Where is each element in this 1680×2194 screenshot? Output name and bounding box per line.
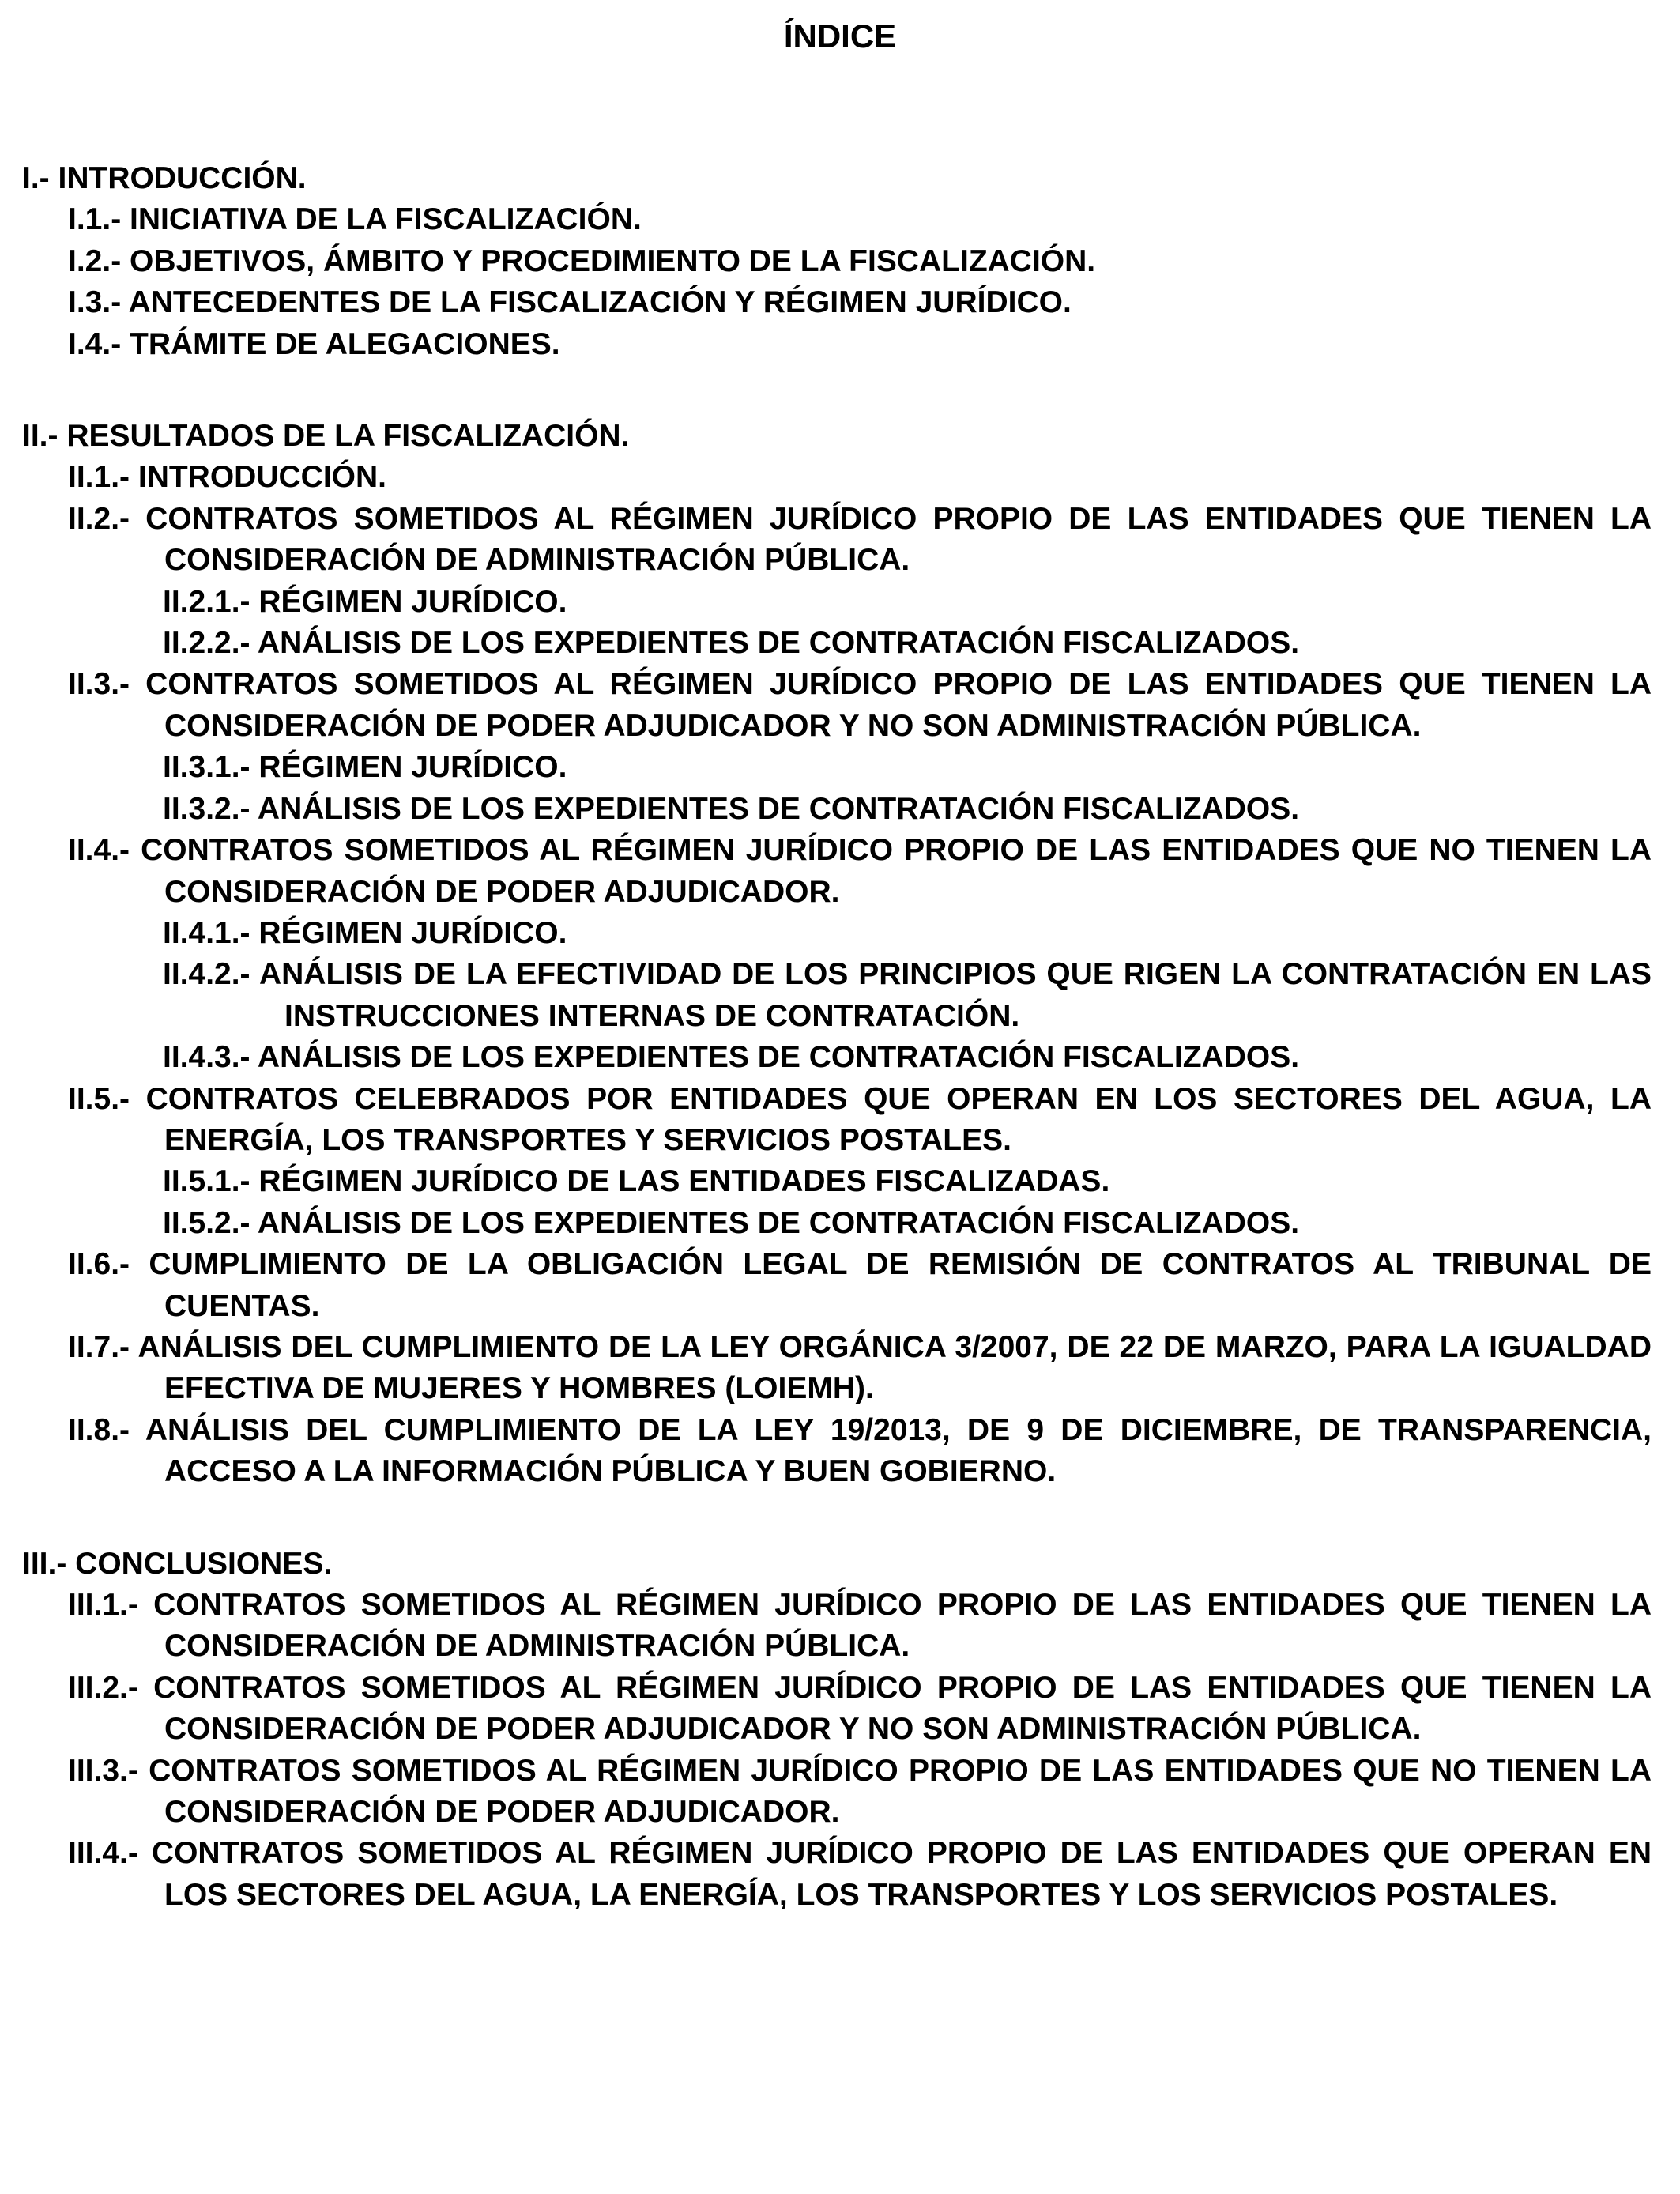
toc-item-ii-2-1: II.2.1.- RÉGIMEN JURÍDICO. xyxy=(163,584,567,619)
toc-heading-conclusiones: III.- CONCLUSIONES. xyxy=(22,1546,333,1581)
toc-item-iii-4: III.4.- CONTRATOS SOMETIDOS AL RÉGIMEN JURÍDICO PROPIO DE LAS ENTIDADES QUE OPERAN EN LOS SECTORES DEL AGUA, LA ENERGÍA, LOS TRANSPORTES Y LOS SERVICIOS POSTALES. xyxy=(68,1836,1652,1912)
page-title: ÍNDICE xyxy=(783,17,897,55)
toc-item-ii-4-1: II.4.1.- RÉGIMEN JURÍDICO. xyxy=(163,915,567,950)
toc-item-ii-8: II.8.- ANÁLISIS DEL CUMPLIMIENTO DE LA LEY 19/2013, DE 9 DE DICIEMBRE, DE TRANSPARENCIA, ACCESO A LA INFORMACIÓN PÚBLICA Y BUEN GOBIERNO. xyxy=(68,1412,1652,1489)
toc-item-i-2: I.2.- OBJETIVOS, ÁMBITO Y PROCEDIMIENTO DE LA FISCALIZACIÓN. xyxy=(68,243,1096,278)
toc-item-ii-1: II.1.- INTRODUCCIÓN. xyxy=(68,460,387,495)
section-spacer xyxy=(22,365,1652,416)
toc-item-ii-5-1: II.5.1.- RÉGIMEN JURÍDICO DE LAS ENTIDADES FISCALIZADAS. xyxy=(163,1164,1110,1199)
toc-item-i-4: I.4.- TRÁMITE DE ALEGACIONES. xyxy=(68,326,560,361)
toc-item-ii-4-2: II.4.2.- ANÁLISIS DE LA EFECTIVIDAD DE LOS PRINCIPIOS QUE RIGEN LA CONTRATACIÓN EN LAS INSTRUCCIONES INTERNAS DE CONTRATACIÓN. xyxy=(163,957,1652,1033)
toc-item-ii-7: II.7.- ANÁLISIS DEL CUMPLIMIENTO DE LA LEY ORGÁNICA 3/2007, DE 22 DE MARZO, PARA LA IGUALDAD EFECTIVA DE MUJERES Y HOMBRES (LOIEMH). xyxy=(68,1329,1652,1406)
toc-item-ii-4: II.4.- CONTRATOS SOMETIDOS AL RÉGIMEN JURÍDICO PROPIO DE LAS ENTIDADES QUE NO TIENEN LA CONSIDERACIÓN DE PODER ADJUDICADOR. xyxy=(68,833,1652,909)
toc-item-ii-5-2: II.5.2.- ANÁLISIS DE LOS EXPEDIENTES DE CONTRATACIÓN FISCALIZADOS. xyxy=(163,1205,1300,1240)
toc-item-ii-6: II.6.- CUMPLIMIENTO DE LA OBLIGACIÓN LEGAL DE REMISIÓN DE CONTRATOS AL TRIBUNAL DE CUENTAS. xyxy=(68,1247,1652,1323)
toc-heading-resultados: II.- RESULTADOS DE LA FISCALIZACIÓN. xyxy=(22,419,630,454)
toc-item-ii-2: II.2.- CONTRATOS SOMETIDOS AL RÉGIMEN JURÍDICO PROPIO DE LAS ENTIDADES QUE TIENEN LA CONSIDERACIÓN DE ADMINISTRACIÓN PÚBLICA. xyxy=(68,501,1652,578)
toc-item-ii-3-2: II.3.2.- ANÁLISIS DE LOS EXPEDIENTES DE CONTRATACIÓN FISCALIZADOS. xyxy=(163,791,1300,826)
table-of-contents xyxy=(22,158,1652,1916)
toc-heading-introduccion: I.- INTRODUCCIÓN. xyxy=(22,161,307,195)
toc-item-ii-4-3: II.4.3.- ANÁLISIS DE LOS EXPEDIENTES DE CONTRATACIÓN FISCALIZADOS. xyxy=(163,1040,1300,1075)
toc-item-iii-3: III.3.- CONTRATOS SOMETIDOS AL RÉGIMEN JURÍDICO PROPIO DE LAS ENTIDADES QUE NO TIENEN LA CONSIDERACIÓN DE PODER ADJUDICADOR. xyxy=(68,1753,1652,1830)
section-spacer xyxy=(22,1493,1652,1544)
toc-item-ii-3-1: II.3.1.- RÉGIMEN JURÍDICO. xyxy=(163,750,567,785)
toc-item-ii-2-2: II.2.2.- ANÁLISIS DE LOS EXPEDIENTES DE CONTRATACIÓN FISCALIZADOS. xyxy=(163,626,1300,661)
toc-item-iii-2: III.2.- CONTRATOS SOMETIDOS AL RÉGIMEN JURÍDICO PROPIO DE LAS ENTIDADES QUE TIENEN LA CONSIDERACIÓN DE PODER ADJUDICADOR Y NO SON ADMINISTRACIÓN PÚBLICA. xyxy=(68,1670,1652,1747)
toc-item-i-1: I.1.- INICIATIVA DE LA FISCALIZACIÓN. xyxy=(68,202,642,237)
toc-item-i-3: I.3.- ANTECEDENTES DE LA FISCALIZACIÓN Y RÉGIMEN JURÍDICO. xyxy=(68,285,1072,320)
toc-item-ii-5: II.5.- CONTRATOS CELEBRADOS POR ENTIDADES QUE OPERAN EN LOS SECTORES DEL AGUA, LA ENERGÍA, LOS TRANSPORTES Y SERVICIOS POSTALES. xyxy=(68,1081,1652,1157)
toc-item-iii-1: III.1.- CONTRATOS SOMETIDOS AL RÉGIMEN JURÍDICO PROPIO DE LAS ENTIDADES QUE TIENEN LA CONSIDERACIÓN DE ADMINISTRACIÓN PÚBLICA. xyxy=(68,1588,1652,1664)
toc-item-ii-3: II.3.- CONTRATOS SOMETIDOS AL RÉGIMEN JURÍDICO PROPIO DE LAS ENTIDADES QUE TIENEN LA CONSIDERACIÓN DE PODER ADJUDICADOR Y NO SON ADMINISTRACIÓN PÚBLICA. xyxy=(68,667,1652,743)
